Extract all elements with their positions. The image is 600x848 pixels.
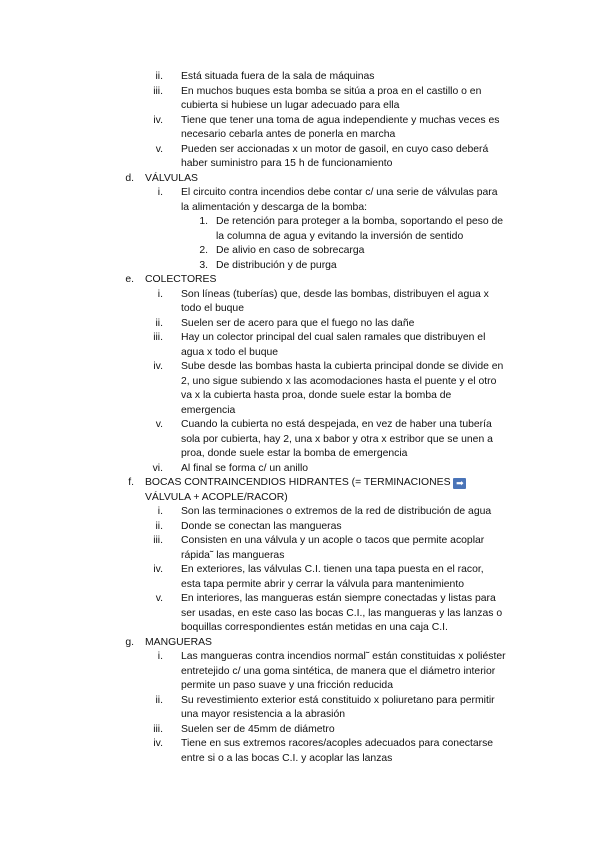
list-item-number: v. — [155, 143, 163, 155]
list-item-text: Son líneas (tuberías) que, desde las bombas, distribuyen el agua x — [181, 288, 489, 300]
list-item-number: i. — [157, 651, 163, 662]
list-item-text: Su revestimiento exterior está constituido x poliuretano para permitir — [181, 694, 495, 706]
list-item-number: vi. — [152, 462, 163, 474]
list-item-text: emergencia — [181, 404, 236, 416]
section-title-part1: BOCAS CONTRAINCENDIOS HIDRANTES (= TERMINACIONES — [145, 477, 454, 488]
list-item-number: v. — [155, 419, 163, 430]
list-item-text: boquillas correspondientes están metidas en una caja C.I. — [181, 622, 448, 633]
list-item-number: ii. — [155, 317, 163, 329]
section-title: COLECTORES — [145, 274, 217, 285]
list-item-text: Consisten en una válvula y un acople o tacos que permite acoplar — [181, 535, 485, 546]
list-item-text: El circuito contra incendios debe contar c/ una serie de válvulas para — [181, 187, 498, 198]
list-item-number: i. — [157, 506, 163, 517]
list-item-text: entretejido c/ una goma sintética, de manera que el diámetro interior — [181, 665, 496, 677]
list-item-text: Suelen ser de acero para que el fuego no las dañe — [181, 317, 415, 329]
list-item-number: iv. — [153, 114, 163, 126]
list-item-number: iii. — [153, 535, 163, 546]
list-item-number: iv. — [153, 564, 163, 575]
list-item-text: rápida˜ las mangueras — [181, 549, 285, 561]
section-letter: d. — [125, 172, 134, 184]
list-item-number: iii. — [153, 723, 163, 735]
list-item-number: ii. — [155, 520, 163, 532]
list-item-text: En exteriores, las válvulas C.I. tienen una tapa puesta en el racor, — [181, 564, 484, 575]
list-item-text: Al final se forma c/ un anillo — [181, 462, 309, 474]
list-item-text: entre si o a las bocas C.I. y acoplar las lanzas — [181, 752, 393, 764]
list-item-text: necesario cebarla antes de ponerla en marcha — [181, 129, 396, 140]
sub-list-item-text: la columna de agua y evitando la inversión de sentido — [216, 230, 464, 242]
list-item-text: Donde se conectan las mangueras — [181, 520, 342, 532]
list-item-number: i. — [157, 288, 163, 300]
section-letter: e. — [125, 274, 134, 285]
list-item-number: iii. — [153, 85, 163, 97]
list-item-text: Cuando la cubierta no está despejada, en vez de haber una tubería — [181, 419, 492, 430]
sub-list-item-text: De alivio en caso de sobrecarga — [216, 245, 365, 256]
list-item-text: Son las terminaciones o extremos de la red de distribución de agua — [181, 506, 492, 517]
list-item-text: Tiene que tener una toma de agua independiente y muchas veces es — [181, 114, 500, 126]
list-item-text: proa, donde suele estar la bomba de emergencia — [181, 448, 408, 459]
section-title: VÁLVULAS — [145, 172, 198, 184]
list-item-text: En interiores, las mangueras están siempre conectadas y listas para — [181, 593, 496, 604]
section-letter: g. — [125, 636, 134, 648]
section-title: MANGUERAS — [145, 636, 212, 648]
section-letter: f. — [128, 477, 134, 488]
list-item-text: permite un paso suave y una fricción reducida — [181, 680, 393, 691]
list-item-number: i. — [157, 187, 163, 198]
list-item-text: Tiene en sus extremos racores/acoples adecuados para conectarse — [181, 738, 494, 749]
list-item-text: todo el buque — [181, 303, 244, 314]
list-item-text: haber suministro para 15 h de funcionamiento — [181, 158, 393, 169]
list-item-text: sola por cubierta, hay 2, una x babor y otra x estribor que se unen a — [181, 433, 493, 445]
list-item-number: ii. — [155, 694, 163, 706]
sub-list-item-number: 3. — [199, 259, 208, 271]
sub-list-item-text: De retención para proteger a la bomba, soportando el peso de — [216, 216, 504, 227]
list-item-text: Las mangueras contra incendios normal˜ están constituidas x poliéster — [181, 651, 506, 662]
list-item-text: va x la cubierta hasta proa, donde suele estar la bomba de — [181, 390, 452, 401]
right-arrow-icon: ➡ — [453, 478, 466, 489]
section-title: VÁLVULA + ACOPLE/RACOR) — [145, 491, 288, 503]
sub-list-item-number: 1. — [199, 216, 208, 227]
list-item-text: cubierta si hubiese un lugar adecuado para ella — [181, 100, 400, 111]
list-item-text: la alimentación y descarga de la bomba: — [181, 201, 367, 213]
list-item-number: ii. — [155, 71, 163, 82]
list-item-number: iii. — [153, 332, 163, 343]
list-item-text: esta tapa permite abrir y cerrar la válvula para mantenimiento — [181, 578, 464, 590]
list-item-text: En muchos buques esta bomba se sitúa a proa en el castillo o en — [181, 85, 482, 97]
list-item-text: ser usadas, en este caso las bocas C.I., las mangueras y las lanzas o — [181, 607, 503, 619]
list-item-text: 2, uno sigue subiendo x las acomodaciones hasta el puente y el otro — [181, 375, 497, 387]
list-item-text: Está situada fuera de la sala de máquinas — [181, 71, 375, 82]
list-item-number: iv. — [153, 738, 163, 749]
section-title — [145, 476, 466, 491]
list-item-text: agua x todo el buque — [181, 346, 279, 358]
list-item-text: Suelen ser de 45mm de diámetro — [181, 723, 335, 735]
list-item-text: una mayor resistencia a la abrasión — [181, 709, 346, 720]
list-item-text: Pueden ser accionadas x un motor de gasoil, en cuyo caso deberá — [181, 143, 489, 155]
list-item-number: iv. — [153, 361, 163, 372]
list-item-text: Sube desde las bombas hasta la cubierta principal donde se divide en — [181, 361, 504, 372]
sub-list-item-text: De distribución y de purga — [216, 259, 337, 271]
list-item-text: Hay un colector principal del cual salen ramales que distribuyen el — [181, 332, 486, 343]
sub-list-item-number: 2. — [199, 245, 208, 256]
list-item-number: v. — [155, 593, 163, 604]
